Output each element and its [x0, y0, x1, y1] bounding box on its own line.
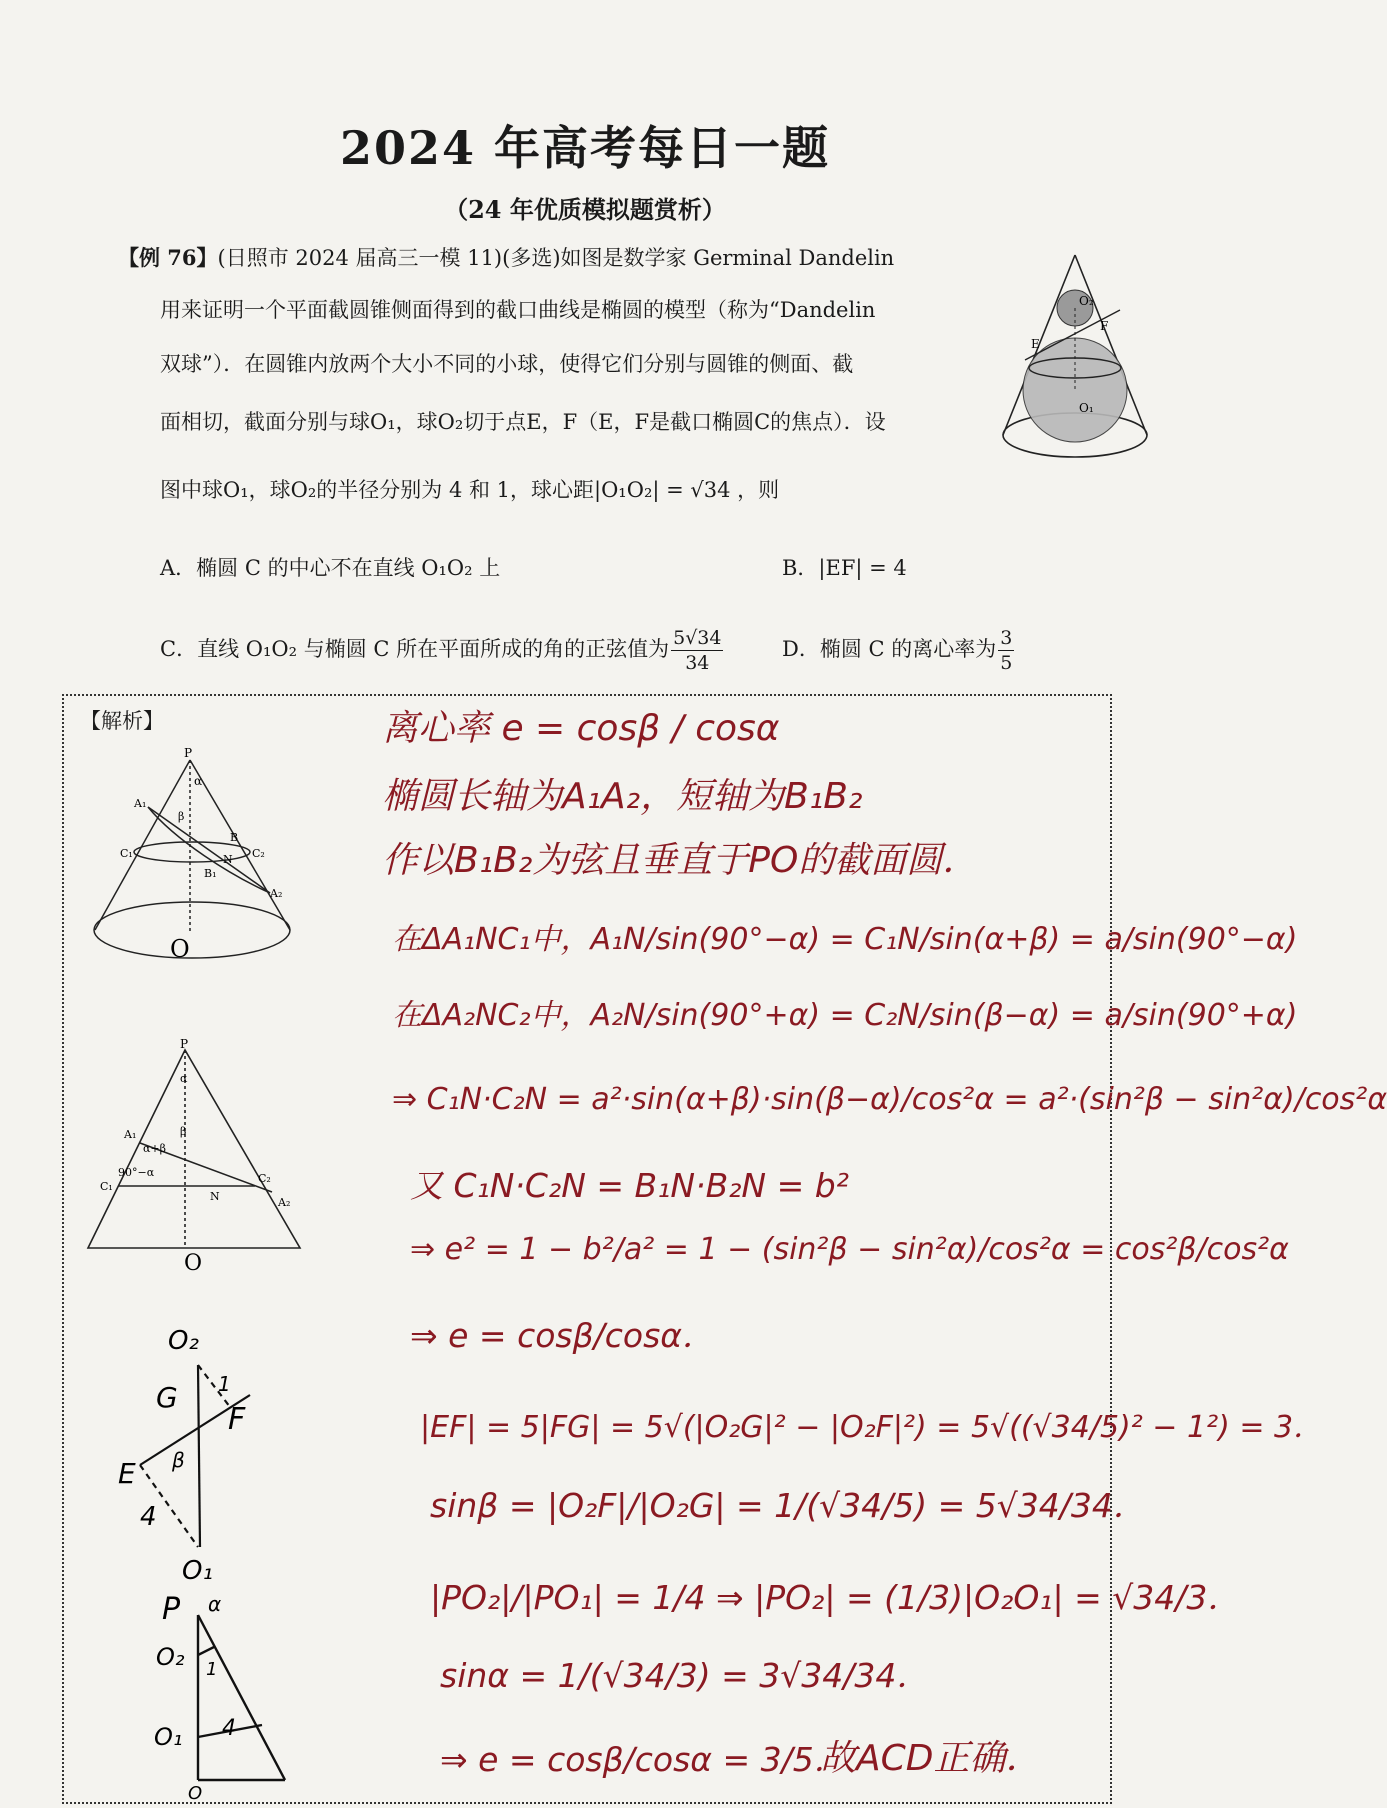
sketch1-label-o2: O₂ — [168, 1326, 199, 1356]
fig1-label-b: B — [230, 831, 239, 844]
fig2-label-c2: C₂ — [258, 1172, 271, 1185]
sketch1-label-e: E — [118, 1457, 136, 1490]
fig2-label-p: P — [180, 1037, 189, 1051]
sketch2-label-o2: O₂ — [156, 1643, 185, 1671]
fig2-label-a1: A₁ — [124, 1128, 137, 1141]
option-a: A．椭圆 C 的中心不在直线 O₁O₂ 上 — [160, 556, 501, 580]
sketch1-label-beta: β — [172, 1448, 185, 1472]
question-line-4: 面相切，截面分别与球O₁，球O₂切于点E，F（E，F是截口椭圆C的焦点）．设 — [160, 410, 886, 434]
label-o1: O₁ — [1079, 401, 1094, 415]
sketch-right-triangle — [150, 1585, 310, 1804]
page-subtitle: （24 年优质模拟题赏析） — [444, 195, 726, 224]
label-o2: O₂ — [1079, 294, 1094, 308]
question-line-1-rest: 如图是数学家 Germinal Dandelin — [560, 246, 895, 270]
solution-line-4: 在ΔA₁NC₁中，A₁N/sin(90°−α) = C₁N/sin(α+β) = a/sin(90°−α) — [392, 922, 1298, 957]
sketch1-label-g: G — [156, 1381, 178, 1414]
fig2-label-o: O — [184, 1251, 203, 1276]
fig2-label-angle: 90°−α — [118, 1166, 155, 1179]
option-d-numerator: 3 — [1000, 627, 1013, 649]
solution-line-3: 作以B₁B₂为弦且垂直于PO的截面圆． — [382, 840, 979, 881]
fig1-label-o: O — [170, 935, 190, 963]
cone-section-figure — [80, 745, 310, 975]
sketch2-label-p: P — [162, 1592, 181, 1627]
fig1-label-a2: A₂ — [270, 887, 283, 900]
question-line-2: 用来证明一个平面截圆锥侧面得到的截口曲线是椭圆的模型（称为“Dandelin — [160, 298, 876, 322]
solution-line-9: ⇒ e = cosβ/cosα． — [410, 1316, 716, 1355]
solution-line-5: 在ΔA₂NC₂中，A₂N/sin(90°+α) = C₂N/sin(β−α) = a/sin(90°+α) — [392, 998, 1298, 1033]
sketch1-label-1: 1 — [218, 1372, 231, 1396]
question-tag: 【例 76】 — [118, 245, 218, 270]
fig2-label-alpha: α — [180, 1072, 188, 1085]
question-line-3: 双球”）．在圆锥内放两个大小不同的小球，使得它们分别与圆锥的侧面、截 — [160, 352, 854, 376]
solution-conclusion: 故ACD正确． — [820, 1738, 1042, 1779]
option-b: B．|EF| = 4 — [782, 556, 907, 580]
sketch-spheres-plane — [110, 1325, 300, 1585]
option-c — [160, 626, 725, 675]
sketch1-label-o1: O₁ — [182, 1556, 213, 1586]
option-d-fraction — [998, 626, 1014, 675]
solution-line-7: 又 C₁N·C₂N = B₁N·B₂N = b² — [410, 1166, 849, 1205]
solution-line-12: |PO₂|/|PO₁| = 1/4 ⇒ |PO₂| = (1/3)|O₂O₁| = √34/3． — [430, 1578, 1241, 1617]
fig2-label-n: N — [210, 1190, 220, 1203]
fig2-label-c1: C₁ — [100, 1180, 113, 1193]
fig1-label-beta: β — [178, 810, 185, 823]
option-c-denominator: 34 — [685, 652, 710, 674]
fig1-label-c2: C₂ — [252, 847, 265, 860]
solution-line-2: 椭圆长轴为A₁A₂，短轴为B₁B₂ — [382, 776, 863, 817]
sketch2-label-o: O — [188, 1783, 203, 1804]
sketch2-label-o1: O₁ — [154, 1723, 183, 1751]
fig1-label-alpha: α — [194, 774, 203, 788]
fig1-label-a1: A₁ — [134, 797, 147, 810]
option-d-denominator: 5 — [1000, 652, 1013, 674]
solution-line-11: sinβ = |O₂F|/|O₂G| = 1/(√34/5) = 5√34/34． — [430, 1486, 1146, 1525]
fig1-label-p: P — [184, 746, 193, 760]
option-c-fraction — [671, 626, 723, 675]
option-c-numerator: 5√34 — [673, 627, 722, 649]
question-line-5: 图中球O₁，球O₂的半径分别为 4 和 1，球心距|O₁O₂| = √34 ，则 — [160, 478, 780, 502]
option-c-text: C．直线 O₁O₂ 与椭圆 C 所在平面所成的角的正弦值为 — [160, 637, 670, 661]
solution-line-13: sinα = 1/(√34/3) = 3√34/34． — [440, 1656, 930, 1695]
question-source: (日照市 2024 届高三一模 11)(多选) — [217, 246, 561, 270]
sketch1-label-4: 4 — [140, 1502, 157, 1532]
fig1-label-b1: B₁ — [204, 867, 217, 880]
fig1-label-n: N — [223, 853, 233, 866]
sketch2-label-4: 4 — [222, 1716, 236, 1741]
fig2-label-alpha-beta: α+β — [143, 1142, 167, 1155]
triangle-section-figure — [80, 1037, 310, 1276]
sketch1-label-f: F — [228, 1402, 246, 1437]
label-f: F — [1100, 319, 1109, 333]
sketch2-label-alpha: α — [208, 1592, 222, 1616]
solution-line-1: 离心率 e = cosβ / cosα — [382, 708, 780, 749]
page-title: 2024 年高考每日一题 — [339, 121, 831, 175]
fig2-label-beta: β — [180, 1125, 187, 1138]
analysis-label: 【解析】 — [80, 709, 164, 733]
question-line-1 — [118, 244, 894, 272]
solution-line-14: ⇒ e = cosβ/cosα = 3/5． — [440, 1740, 847, 1779]
fig2-label-a2: A₂ — [278, 1196, 291, 1209]
fig1-label-c1: C₁ — [120, 847, 133, 860]
option-d — [782, 626, 1016, 675]
solution-line-10: |EF| = 5|FG| = 5√(|O₂G|² − |O₂F|²) = 5√((√34/5)² − 1²) = 3． — [420, 1410, 1324, 1445]
dandelin-spheres-figure — [995, 250, 1155, 475]
solution-line-8: ⇒ e² = 1 − b²/a² = 1 − (sin²β − sin²α)/cos²α = cos²β/cos²α — [410, 1232, 1289, 1267]
option-d-text: D．椭圆 C 的离心率为 — [782, 637, 997, 661]
label-e: E — [1031, 337, 1040, 351]
sketch2-label-1: 1 — [206, 1659, 218, 1680]
solution-line-6: ⇒ C₁N·C₂N = a²·sin(α+β)·sin(β−α)/cos²α = a²·(sin²β − sin²α)/cos²α — [392, 1082, 1387, 1117]
